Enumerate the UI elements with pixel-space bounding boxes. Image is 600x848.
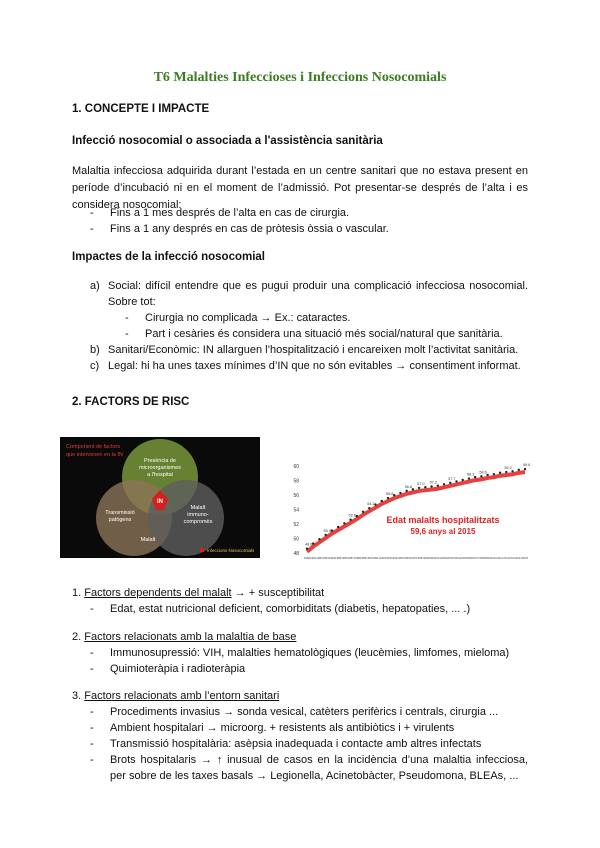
x-tick-label: 2011 — [497, 556, 504, 560]
list-item: - Part i cesàries és considera una situació més social/natural que sanitària. — [145, 326, 503, 342]
x-tick-label: 1995 — [397, 556, 404, 560]
data-point — [399, 492, 401, 494]
data-point — [405, 490, 407, 492]
y-tick-label: 52 — [293, 522, 299, 529]
x-tick-label: 1998 — [415, 556, 423, 560]
x-tick-label: 2013 — [509, 556, 516, 560]
data-point — [505, 471, 507, 473]
data-point — [343, 522, 345, 524]
x-tick-label: 1991 — [372, 556, 379, 560]
section-1-heading: 1. CONCEPTE I IMPACTE — [72, 103, 210, 115]
x-tick-label: 1989 — [359, 556, 367, 560]
data-point — [518, 469, 520, 471]
list-item: - Immunosupressió: VIH, malalties hematològiques (leucèmies, limfomes, mieloma) — [110, 645, 509, 661]
list-marker: c) — [90, 360, 100, 372]
data-point — [349, 519, 351, 521]
data-label: 48.6 — [305, 542, 313, 547]
data-label: 52.6 — [348, 513, 356, 518]
data-label: 55.6 — [385, 492, 394, 497]
data-point — [362, 511, 364, 513]
data-point — [480, 475, 482, 477]
factor-2-heading — [72, 629, 296, 645]
impact-c-text: Legal: hi ha unes taxes mínimes d’IN que no són evitables → consentiment informat. — [108, 360, 521, 372]
venn-left-label: Transmissió — [105, 510, 135, 516]
data-point — [524, 468, 526, 470]
factor-1-list — [110, 601, 470, 617]
x-tick-label: 1987 — [347, 556, 354, 560]
data-point — [437, 485, 439, 487]
factor-2-title: Factors relacionats amb la malaltia de base — [84, 631, 297, 643]
venn-right-label: Malalt — [190, 505, 206, 511]
definition-bullets — [110, 205, 389, 237]
list-item: - Cirurgia no complicada → Ex.: cataractes. — [145, 310, 503, 326]
x-tick-label: 1997 — [409, 556, 417, 560]
data-point — [424, 486, 426, 488]
subheading-definition: Infecció nosocomial o associada a l'assistència sanitària — [72, 135, 383, 147]
list-item: - Ambient hospitalari → microorg. + resistents als antibiòtics i + virulents — [110, 720, 528, 736]
y-tick-label: 54 — [293, 507, 299, 514]
y-tick-label: 56 — [293, 493, 299, 500]
data-point — [443, 483, 445, 485]
subheading-impacts: Impactes de la infecció nosocomial — [72, 251, 266, 263]
data-label: 56.6 — [404, 484, 413, 489]
data-point — [493, 473, 495, 475]
factor-3-heading — [72, 688, 279, 704]
list-item: - Transmissió hospitalària: asèpsia inadequada i contacte amb altres infectats — [110, 736, 528, 752]
factor-1-title: Factors dependents del malalt — [84, 587, 232, 599]
factor-1-number: 1. — [72, 587, 85, 599]
venn-legend-label: Infeccions Nosocomials — [207, 548, 255, 553]
x-tick-label: 2010 — [490, 556, 497, 560]
list-item-line: per sobre de les taxes basals → Legionella, Acinetobàcter, Pseudomona, BLEAs, ... — [110, 770, 519, 782]
venn-diagram — [60, 437, 260, 558]
x-tick-label: 1981 — [310, 556, 317, 560]
x-tick-label: 2006 — [465, 556, 473, 560]
data-point — [511, 470, 513, 472]
age-chart — [285, 453, 530, 563]
x-tick-label: 2012 — [503, 556, 510, 560]
x-tick-label: 1982 — [316, 556, 323, 560]
x-tick-label: 1983 — [322, 556, 329, 560]
x-tick-label: 1988 — [353, 556, 360, 560]
x-tick-label: 1992 — [378, 556, 385, 560]
data-point — [499, 472, 501, 474]
y-tick-label: 60 — [293, 464, 299, 471]
data-point — [381, 500, 383, 502]
x-tick-label: 2007 — [472, 556, 479, 560]
factor-2-number: 2. — [72, 631, 85, 643]
x-tick-label: 2002 — [440, 556, 448, 560]
list-item — [110, 752, 528, 784]
factor-3-list — [110, 704, 528, 784]
factor-3-number: 3. — [72, 690, 85, 702]
x-tick-label: 1980 — [303, 556, 311, 560]
data-point — [306, 547, 308, 549]
list-item-line: - Brots hospitalaris → ↑ inusual de casos en la incidència d’una malaltia infecciosa, — [110, 754, 528, 766]
y-tick-label: 48 — [293, 551, 299, 557]
x-tick-label: 2001 — [434, 556, 441, 560]
venn-title: Component de factors — [66, 444, 121, 450]
chart-title: Edat malalts hospitalitzats — [386, 515, 500, 525]
data-point — [324, 534, 326, 536]
x-tick-label: 2000 — [428, 556, 435, 560]
x-tick-label: 1999 — [422, 556, 429, 560]
x-tick-label: 1986 — [341, 556, 348, 560]
factor-1-rest: → + susceptibilitat — [231, 587, 325, 599]
x-tick-label: 2005 — [459, 556, 466, 560]
list-item: - Fins a 1 any després en cas de pròtesis òssia o vascular. — [110, 221, 389, 237]
data-label: 57.7 — [448, 476, 456, 481]
venn-center-label: IN — [157, 499, 163, 505]
x-tick-label: 1994 — [391, 556, 398, 560]
y-tick-label: 58 — [293, 478, 299, 485]
data-point — [462, 479, 464, 481]
paragraph-line: Malaltia infecciosa adquirida durant l’estada en un centre sanitari que no estava present en — [72, 165, 528, 177]
data-point — [430, 485, 432, 487]
list-marker: a) — [90, 280, 100, 292]
data-label: 58.6 — [479, 470, 487, 475]
section-2-heading: 2. FACTORS DE RISC — [72, 396, 190, 408]
data-label: 58.3 — [466, 472, 475, 477]
factor-1-heading — [72, 585, 324, 601]
x-tick-label: 1993 — [384, 556, 392, 560]
venn-right-label: compromès — [183, 519, 213, 525]
venn-left-label: patògens — [108, 517, 132, 523]
impact-a — [90, 278, 528, 310]
list-item: - Quimioteràpia i radioteràpia — [110, 661, 509, 677]
x-tick-label: 2014 — [515, 556, 522, 560]
x-tick-label: 1996 — [403, 556, 410, 560]
venn-top-label: microorganismes — [139, 465, 181, 471]
list-marker: b) — [90, 344, 100, 356]
impact-c — [90, 358, 521, 374]
x-tick-label: 2009 — [484, 556, 491, 560]
list-item: - Procediments invasius → sonda vesical, catèters perifèrics i centrals, cirurgia ... — [110, 704, 528, 720]
impact-a-line: Sobre tot: — [108, 296, 156, 308]
factor-2-list — [110, 645, 509, 677]
data-point — [368, 507, 370, 509]
venn-bottom-label: Malalt — [140, 537, 156, 543]
venn-right-label: immuno- — [187, 512, 209, 518]
impact-a-sublist — [145, 310, 503, 342]
venn-top-label: a l'hospital — [147, 472, 173, 478]
x-tick-label: 1985 — [335, 556, 342, 560]
x-tick-label: 1990 — [366, 556, 373, 560]
venn-legend-swatch — [200, 548, 204, 552]
x-tick-label: 1984 — [328, 556, 336, 560]
data-label: 54.2 — [367, 502, 375, 507]
paragraph-line: període d’incubació ni en el moment de l’admissió. Pot presentar-se després de l’alta i es — [72, 182, 528, 194]
x-tick-label: 2008 — [478, 556, 485, 560]
chart-subtitle: 59,6 anys al 2015 — [410, 527, 476, 536]
x-tick-label: 2015 — [521, 556, 529, 560]
data-point — [337, 526, 339, 528]
impact-b-text: Sanitari/Econòmic: IN allarguen l’hospitalització i encareixen molt l’activitat sanitària. — [108, 344, 519, 356]
data-point — [387, 497, 389, 499]
data-point — [318, 538, 320, 540]
series-trend-band — [307, 472, 525, 552]
data-label: 59.2 — [504, 466, 512, 471]
x-tick-label: 2004 — [453, 556, 460, 560]
data-label: 57.0 — [417, 481, 425, 486]
data-label: 57.2 — [429, 480, 437, 485]
list-item: - Fins a 1 mes després de l’alta en cas de cirurgia. — [110, 205, 389, 221]
venn-title: que intervenen en la IN — [66, 452, 123, 458]
impact-a-line: Social: difícil entendre que es pugui produir una complicació infecciosa nosocomial. — [108, 280, 528, 292]
data-label: 50.5 — [323, 528, 332, 533]
data-label: 59.6 — [523, 463, 530, 468]
page-title: T6 Malalties Infeccioses i Infeccions Nosocomials — [153, 70, 447, 85]
data-point — [418, 487, 420, 489]
impact-b — [90, 342, 519, 358]
x-tick-label: 2003 — [447, 556, 454, 560]
y-tick-label: 50 — [293, 536, 299, 543]
data-point — [468, 477, 470, 479]
factor-3-title: Factors relacionats amb l’entorn sanitari — [84, 690, 280, 702]
paragraph-line: considera nosocomial: — [72, 199, 182, 211]
list-item: - Edat, estat nutricional deficient, comorbiditats (diabetis, hepatopaties, ... .) — [110, 601, 470, 617]
data-point — [449, 482, 451, 484]
venn-top-label: Presència de — [143, 458, 177, 464]
